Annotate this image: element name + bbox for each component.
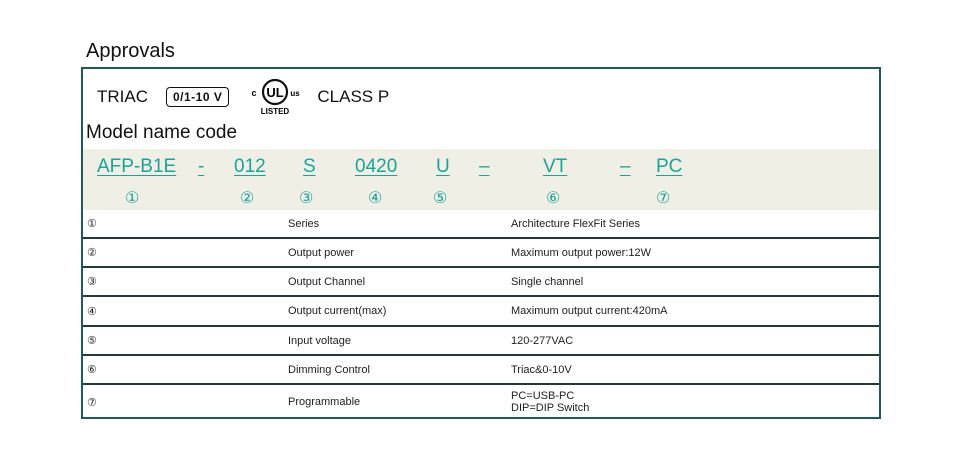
- code-segment-series: AFP-B1E: [97, 156, 177, 177]
- row-number: ⑦: [87, 396, 97, 409]
- code-segment-channel: S: [303, 156, 316, 177]
- row-item: Dimming Control: [288, 363, 370, 376]
- code-segment-programmable: PC: [656, 156, 683, 177]
- approvals-row: [97, 80, 389, 114]
- code-segment-dash-2: –: [479, 156, 490, 177]
- ul-text: UL: [266, 85, 285, 100]
- code-number-6: ⑥: [546, 190, 561, 207]
- code-segment-dimming: VT: [543, 156, 568, 177]
- code-number-7: ⑦: [656, 190, 671, 207]
- row-description-line: DIP=DIP Switch: [511, 402, 590, 414]
- row-number: ⑤: [87, 335, 97, 347]
- row-description: [511, 239, 651, 266]
- ul-listed-text: LISTED: [261, 107, 290, 116]
- table-row: [83, 385, 879, 419]
- row-number: ④: [87, 305, 97, 318]
- class-p-label: CLASS P: [317, 87, 390, 106]
- approvals-heading: Approvals: [86, 40, 175, 62]
- code-segment-dash-1: -: [198, 156, 205, 177]
- model-code-heading: Model name code: [86, 122, 238, 143]
- ul-listed-logo: [247, 77, 303, 117]
- row-description-line: Triac&0-10V: [511, 363, 572, 376]
- row-description-line: Single channel: [511, 275, 584, 288]
- row-description-line: PC=USB-PC: [511, 390, 575, 402]
- row-description: [511, 268, 583, 295]
- table-row: [83, 356, 879, 383]
- table-row: [83, 327, 879, 354]
- code-number-5: ⑤: [433, 190, 448, 207]
- voltage-badge: 0/1-10 V: [166, 87, 229, 107]
- table-row: [83, 239, 879, 266]
- row-description: [511, 297, 668, 325]
- code-number-4: ④: [368, 190, 383, 207]
- row-description: [511, 356, 572, 383]
- row-description: [511, 327, 573, 354]
- row-description-line: 120-277VAC: [511, 334, 574, 347]
- row-number: ⑥: [87, 364, 97, 376]
- table-row: [83, 210, 879, 237]
- row-item: Series: [288, 217, 320, 230]
- table-row: [83, 268, 879, 295]
- row-item: Output power: [288, 246, 355, 259]
- row-description: [511, 210, 640, 237]
- row-description-line: Maximum output power:12W: [511, 246, 651, 259]
- code-segment-current: 0420: [355, 156, 398, 177]
- row-item: Output current(max): [288, 305, 387, 317]
- code-segment-power: 012: [234, 156, 266, 177]
- row-number: ①: [87, 218, 97, 230]
- row-number: ②: [87, 247, 97, 259]
- table-row: [83, 297, 879, 325]
- row-number: ③: [87, 276, 97, 288]
- triac-label: TRIAC: [97, 87, 148, 106]
- row-description-line: Architecture FlexFit Series: [511, 217, 640, 230]
- row-description-line: Maximum output current:420mA: [511, 305, 668, 317]
- row-item: Input voltage: [288, 334, 351, 347]
- code-number-1: ①: [125, 190, 140, 207]
- code-number-2: ②: [240, 190, 255, 207]
- ul-us-text: us: [290, 89, 301, 98]
- ul-c-text: c: [251, 88, 257, 98]
- code-number-3: ③: [299, 190, 314, 207]
- row-item: Output Channel: [288, 275, 366, 288]
- code-segment-dash-3: –: [620, 156, 631, 177]
- row-item: Programmable: [288, 396, 361, 408]
- row-description: [511, 385, 589, 419]
- code-segment-voltage: U: [436, 156, 450, 177]
